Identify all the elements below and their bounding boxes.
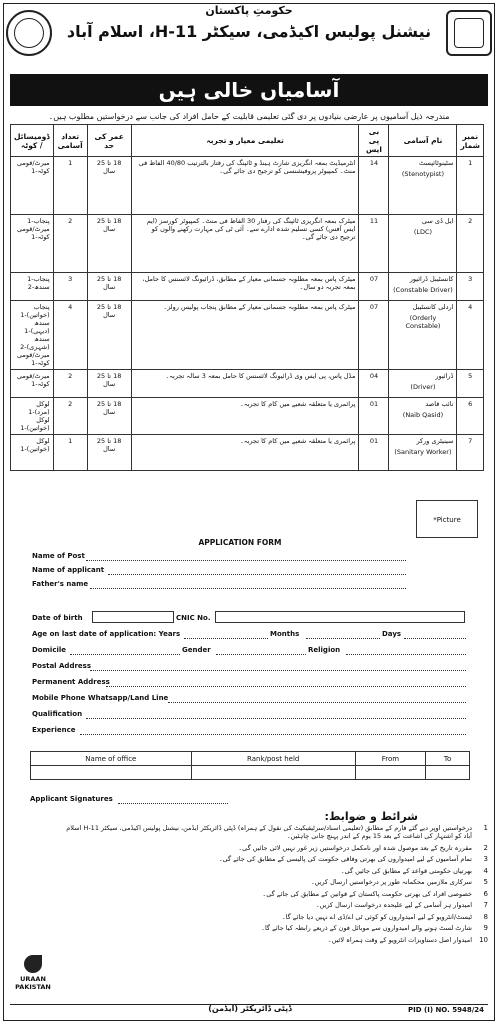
bps-cell: 01 [359, 398, 389, 435]
label-gender: Gender [182, 646, 211, 654]
condition-text: مقررہ تاریخ کے بعد موصول شدہ اور نامکمل درخواستیں زیر غور نہیں لائی جائیں گی۔ [238, 843, 472, 852]
list-item [60, 824, 488, 840]
label-mobile: Mobile Phone Whatsapp/Land Line [32, 694, 169, 702]
post-name-english: (Stenotypist) [401, 170, 444, 178]
condition-number: 10 [479, 935, 488, 944]
list-item [60, 867, 488, 875]
picture-box: *Picture [416, 500, 478, 538]
pid-number: PID (I) NO. 5948/24 [408, 1006, 484, 1014]
count-cell: 1 [53, 157, 87, 215]
table-row [11, 301, 484, 370]
label-experience: Experience [32, 726, 76, 734]
post-cell [389, 370, 457, 398]
form-title: APPLICATION FORM [198, 538, 282, 547]
gender-field[interactable] [216, 654, 306, 655]
age-cell: 18 تا 25 سال [87, 215, 131, 273]
label-postal-address: Postal Address [32, 662, 91, 670]
qualification-cell: میٹرک پاس بمعہ مطلوبہ جسمانی معیار کے مطابق پنجاب پولیس رولز۔ [131, 301, 359, 370]
post-name-urdu: اردلی کانسٹیبل [412, 303, 454, 311]
condition-number: 4 [483, 866, 488, 875]
age-cell: 18 تا 25 سال [87, 398, 131, 435]
post-name-urdu: ڈرائیور [435, 372, 454, 380]
list-item [60, 901, 488, 909]
exp-col-rank: Rank/post held [191, 752, 355, 766]
quota-cell: پنجاب-1 سندھ-2 [11, 273, 54, 301]
number-cell: 6 [457, 398, 484, 435]
quota-cell: لوکل (مرد)-1 لوکل (خواتین)-1 [11, 398, 54, 435]
age-days-field[interactable] [404, 638, 466, 639]
post-cell [389, 435, 457, 471]
qualification-cell: پرائمری یا متعلقہ شعبے میں کام کا تجربہ۔ [131, 398, 359, 435]
intro-text: مندرجہ ذیل آسامیوں پر عارضی بنیادوں پر دی گئی تعلیمی قابلیت کے حامل افراد کی جانب سے درخواستیں مطلوب ہیں۔ [48, 112, 450, 121]
post-name-english: (Sanitary Worker) [394, 448, 452, 456]
qualification-cell: انٹرمیڈیٹ بمعہ انگریزی شارٹ ہینڈ و ٹائپنگ کی رفتار بالترتیب 40/80 الفاظ فی منٹ۔ کمپیوٹر پروفیشنسی کو ترجیح دی جائے گی۔ [131, 157, 359, 215]
condition-number: 6 [483, 889, 488, 898]
name-of-post-field[interactable] [86, 560, 406, 561]
condition-text: خصوصی افراد کی بھرتی حکومت پاکستان کے قوانین کے مطابق کی جائے گی۔ [262, 889, 472, 898]
post-cell [389, 301, 457, 370]
exp-col-office: Name of office [31, 752, 192, 766]
col-age: عمر کی حد [87, 125, 131, 157]
condition-number: 9 [483, 924, 488, 932]
list-item [60, 913, 488, 921]
post-name-english: (LDC) [413, 228, 433, 236]
number-cell: 3 [457, 273, 484, 301]
age-cell: 18 تا 25 سال [87, 157, 131, 215]
post-name-english: (Driver) [410, 383, 436, 391]
label-age: Age on last date of application: Years [32, 630, 181, 638]
religion-field[interactable] [346, 654, 466, 655]
exp-rank-cell[interactable] [191, 766, 355, 780]
age-cell: 18 تا 25 سال [87, 273, 131, 301]
label-cnic: CNIC No. [176, 614, 211, 622]
mobile-field[interactable] [168, 702, 466, 703]
count-cell: 2 [53, 398, 87, 435]
number-cell: 4 [457, 301, 484, 370]
condition-text: امیدوار اصل دستاویزات انٹرویو کے وقت ہمراہ لائیں۔ [327, 935, 472, 944]
col-count: تعداد آسامی [53, 125, 87, 157]
condition-text: بھرتیاں حکومتی قواعد کے مطابق کی جائیں گی۔ [340, 866, 472, 875]
count-cell: 1 [53, 435, 87, 471]
government-emblem-icon [446, 10, 492, 56]
vacancies-banner: آسامیاں خالی ہیں [10, 74, 488, 106]
permanent-address-field[interactable] [106, 686, 466, 687]
condition-text: شارٹ لسٹ ہونے والے امیدواروں سے موبائل فون کے ذریعے رابطہ کیا جائے گا۔ [261, 924, 472, 932]
experience-table [30, 751, 470, 780]
vacancies-table [10, 124, 484, 471]
condition-text: تمام آسامیوں کے لیے امیدواروں کی بھرتی وفاقی حکومت کی پالیسی کے مطابق کی جائے گی۔ [218, 855, 472, 863]
label-dob: Date of birth [32, 614, 83, 622]
dob-field[interactable] [92, 611, 174, 623]
quota-cell: میرٹ/قومی کوٹہ-1 [11, 157, 54, 215]
condition-number: 3 [483, 855, 488, 863]
condition-text: سرکاری ملازمین محکمانہ طور پر درخواستیں ارسال کریں۔ [310, 878, 472, 886]
list-item [60, 924, 488, 932]
number-cell: 2 [457, 215, 484, 273]
conditions-list [60, 824, 488, 947]
number-cell: 7 [457, 435, 484, 471]
table-row [11, 370, 484, 398]
age-cell: 18 تا 25 سال [87, 301, 131, 370]
post-name-english: (Orderly Constable) [405, 314, 441, 330]
bps-cell: 07 [359, 273, 389, 301]
condition-number: 1 [483, 824, 488, 832]
post-cell [389, 157, 457, 215]
age-cell: 18 تا 25 سال [87, 435, 131, 471]
qualification-cell: میٹرک پاس بمعہ مطلوبہ جسمانی معیار کے مطابق، ڈرائیونگ لائسنس کا حامل، بمعہ تجربہ دو سال۔ [131, 273, 359, 301]
list-item [60, 878, 488, 886]
label-months: Months [270, 630, 300, 638]
condition-number: 8 [483, 912, 488, 921]
col-bps: بی پی ایس [359, 125, 389, 157]
col-post: نام آسامی [389, 125, 457, 157]
label-fathers-name: Father's name [32, 580, 89, 588]
label-religion: Religion [308, 646, 341, 654]
post-name-urdu: کانسٹیبل ڈرائیور [409, 275, 454, 283]
postal-address-field[interactable] [90, 670, 466, 671]
table-header-row [11, 125, 484, 157]
exp-col-to: To [426, 752, 470, 766]
table-row [11, 398, 484, 435]
label-qualification: Qualification [32, 710, 83, 718]
exp-col-from: From [355, 752, 425, 766]
condition-text: امیدوار ہر آسامی کے لیے علیحدہ درخواست ارسال کریں۔ [315, 901, 472, 909]
post-name-urdu: سٹینوٹائپسٹ [419, 159, 454, 167]
count-cell: 2 [53, 370, 87, 398]
exp-to-cell[interactable] [426, 766, 470, 780]
list-item [60, 844, 488, 852]
age-months-field[interactable] [306, 638, 380, 639]
uraan-bird-icon [24, 955, 42, 973]
table-row [11, 273, 484, 301]
bps-cell: 04 [359, 370, 389, 398]
condition-number: 7 [483, 901, 488, 909]
cnic-field[interactable] [215, 611, 465, 623]
academy-heading: نیشنل پولیس اکیڈمی، سیکٹر H-11، اسلام آباد [66, 22, 432, 41]
col-quota: ڈومیسائل / کوٹہ [11, 125, 54, 157]
col-qualification: تعلیمی معیار و تجربہ [131, 125, 359, 157]
bps-cell: 14 [359, 157, 389, 215]
qualification-field[interactable] [86, 718, 466, 719]
label-name-of-applicant: Name of applicant [32, 566, 105, 574]
post-name-urdu: ایل ڈی سی [421, 217, 454, 225]
name-of-applicant-field[interactable] [108, 574, 406, 575]
exp-from-cell[interactable] [355, 766, 425, 780]
number-cell: 5 [457, 370, 484, 398]
experience-field[interactable] [80, 734, 466, 735]
condition-number: 2 [483, 843, 488, 852]
quota-cell: پنجاب-1 میرٹ/قومی کوٹہ-1 [11, 215, 54, 273]
post-cell [389, 398, 457, 435]
govt-heading: حکومتِ پاکستان [205, 4, 293, 17]
uraan-text: URAAN PAKISTAN [15, 975, 51, 991]
post-name-urdu: نائب قاصد [425, 400, 454, 408]
condition-number: 5 [483, 878, 488, 886]
age-cell: 18 تا 25 سال [87, 370, 131, 398]
post-cell [389, 273, 457, 301]
table-row [11, 435, 484, 471]
count-cell: 4 [53, 301, 87, 370]
post-name-urdu: سینیٹری ورکر [416, 437, 454, 445]
label-name-of-post: Name of Post [32, 552, 85, 560]
quota-cell: لوکل (خواتین)-1 [11, 435, 54, 471]
signature-field[interactable] [118, 803, 228, 804]
count-cell: 2 [53, 215, 87, 273]
experience-header-row [31, 752, 470, 766]
bps-cell: 11 [359, 215, 389, 273]
col-number: نمبر شمار [457, 125, 484, 157]
condition-text: درخواستیں اوپر دیے گئے فارم کے مطابق (تعلیمی اسناد/سرٹیفیکیٹ کی نقول کے ہمراہ) ڈپٹی ڈائریکٹر ایڈمن، نیشنل پولیس اکیڈمی، سیکٹر H-11 اسلام آباد کو اشتہار کی اشاعت کے بعد 15 یوم کے اندر پہنچ جانی چاہئیں۔ [66, 824, 472, 840]
qualification-cell: مڈل پاس، پی ایس وی ڈرائیونگ لائسنس کا حامل بمعہ 3 سالہ تجربہ۔ [131, 370, 359, 398]
number-cell: 1 [457, 157, 484, 215]
uraan-pakistan-logo [10, 955, 56, 1003]
label-permanent-address: Permanent Address [32, 678, 110, 686]
quota-cell: پنجاب (خواتین)-1 سندھ (دیہی)-1 سندھ (شہری)-2 میرٹ/قومی کوٹہ-1 [11, 301, 54, 370]
qualification-cell: پرائمری یا متعلقہ شعبے میں کام کا تجربہ۔ [131, 435, 359, 471]
quota-cell: میرٹ/قومی کوٹہ-1 [11, 370, 54, 398]
fathers-name-field[interactable] [90, 588, 406, 589]
label-domicile: Domicile [32, 646, 67, 654]
police-academy-logo-icon [6, 10, 52, 56]
experience-row [31, 766, 470, 780]
list-item [60, 890, 488, 898]
table-row [11, 157, 484, 215]
deputy-director-signoff: ڈپٹی ڈائریکٹر (ایڈمن) [208, 1004, 292, 1013]
list-item [60, 855, 488, 863]
post-cell [389, 215, 457, 273]
qualification-cell: میٹرک بمعہ انگریزی ٹائپنگ کی رفتار 30 الفاظ فی منٹ۔ کمپیوٹر کورسز (ایم ایس آفس) کسی تسلیم شدہ ادارے سے۔ آئی ٹی کی مہارت رکھنے والوں کو ترجیح دی جائے گی۔ [131, 215, 359, 273]
age-years-field[interactable] [184, 638, 268, 639]
table-row [11, 215, 484, 273]
exp-office-cell[interactable] [31, 766, 192, 780]
domicile-field[interactable] [70, 654, 180, 655]
bps-cell: 01 [359, 435, 389, 471]
bps-cell: 07 [359, 301, 389, 370]
post-name-english: (Constable Driver) [393, 286, 453, 294]
post-name-english: (Naib Qasid) [402, 411, 444, 419]
condition-text: ٹیسٹ/انٹرویو کے لیے امیدواروں کو کوئی ٹی اے/ڈی اے نہیں دیا جائے گا۔ [281, 912, 472, 921]
list-item [60, 936, 488, 944]
conditions-title: شرائط و ضوابط: [324, 810, 418, 823]
applicant-signatures-label: Applicant Signatures [30, 795, 113, 803]
count-cell: 3 [53, 273, 87, 301]
label-days: Days [382, 630, 402, 638]
